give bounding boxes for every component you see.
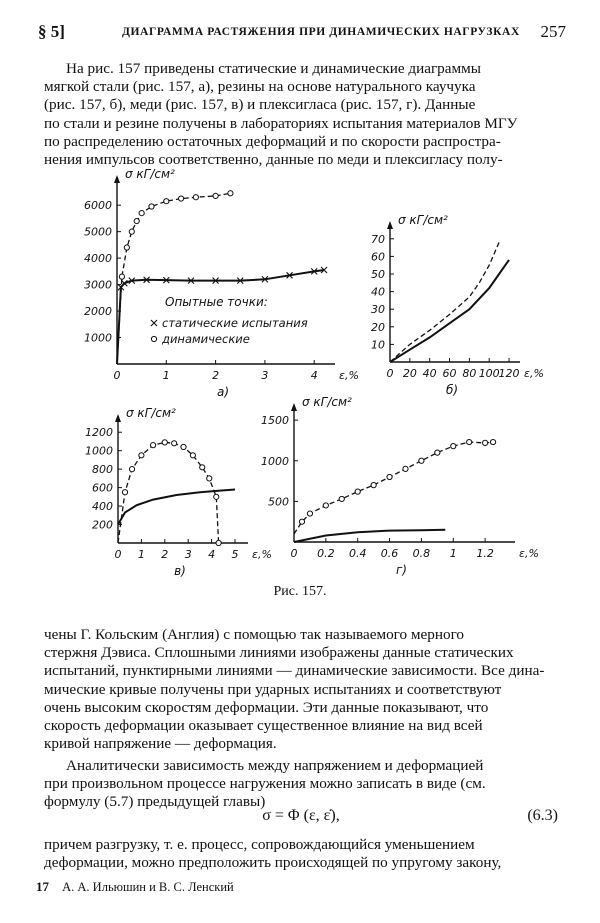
x-tick-label: 0.8 (412, 547, 431, 560)
y-tick-label: 1200 (85, 426, 113, 440)
data-point-circle (134, 218, 139, 223)
y-axis-label: σ кГ/см² (125, 167, 175, 181)
y-tick-label: 1000 (85, 444, 113, 458)
equation-6-3 (44, 807, 558, 829)
series-line-dashed-g (294, 442, 493, 534)
text-line: по распределению остаточных деформаций и по скорости распростра- (44, 132, 501, 150)
x-tick-label: 0.6 (380, 547, 399, 560)
x-tick-label: 1 (449, 547, 457, 560)
y-tick-label: 5000 (84, 225, 112, 239)
text-line: кривой напряжение — деформация. (44, 735, 277, 753)
y-axis-arrow-a (114, 175, 120, 183)
y-tick-label: 4000 (84, 252, 112, 266)
x-tick-label: 2 (161, 548, 169, 561)
y-tick-label: 60 (371, 250, 385, 264)
text-line: при произвольном процессе нагружения можно записать в виде (см. (44, 775, 486, 793)
y-tick-label: 3000 (84, 278, 112, 292)
legend-entry: динамические (162, 332, 250, 346)
text-line: стержня Дэвиса. Сплошными линиями изображены данные статических (44, 644, 514, 662)
data-point-circle (200, 465, 205, 470)
data-point-circle (214, 494, 219, 499)
y-tick-label: 1000 (261, 454, 289, 468)
text-line: причем разгрузку, т. е. процесс, сопровождающийся уменьшением (44, 836, 475, 853)
data-point-circle (299, 519, 304, 524)
x-tick-label: 20 (402, 367, 417, 380)
data-point-circle (307, 511, 312, 516)
data-point-circle (228, 191, 233, 196)
data-point-circle (483, 440, 488, 445)
x-tick-label: 0 (386, 367, 394, 380)
text-line: мягкой стали (рис. 157, а), резины на основе натурального каучука (44, 78, 476, 96)
x-tick-label: 5 (231, 548, 239, 561)
data-point-circle (193, 195, 198, 200)
x-tick-label: 120 (498, 367, 520, 380)
data-point-circle (490, 439, 495, 444)
series-line-dashed-b (390, 242, 499, 362)
y-tick-label: 20 (371, 320, 385, 334)
x-tick-label: 4 (310, 369, 318, 382)
data-point-circle (172, 441, 177, 446)
signature-mark: 17 (36, 879, 49, 894)
legend-entry: статические испытания (162, 316, 308, 330)
data-point-circle (178, 196, 183, 201)
data-point-circle (207, 476, 212, 481)
panel-label: а) (216, 385, 230, 399)
panel-label: г) (396, 563, 407, 577)
data-point-circle (355, 489, 360, 494)
body-paragraph-2 (44, 757, 558, 812)
x-tick-label: 1 (137, 548, 145, 561)
data-point-circle (129, 467, 134, 472)
legend-cross-marker (151, 320, 157, 326)
y-tick-label: 50 (371, 268, 385, 281)
data-point-circle (419, 458, 424, 463)
x-axis-label: ε,% (339, 369, 359, 382)
x-tick-label: 40 (422, 367, 437, 380)
y-tick-label: 30 (371, 303, 385, 317)
data-point-circle (129, 229, 134, 234)
x-tick-label: 0 (113, 369, 121, 382)
y-tick-label: 70 (371, 232, 385, 246)
data-point-circle (124, 245, 129, 250)
y-tick-label: 400 (92, 500, 113, 514)
y-axis-arrow-g (291, 403, 297, 411)
data-point-circle (122, 490, 127, 495)
data-point-circle (467, 439, 472, 444)
x-tick-label: 0.4 (348, 547, 367, 560)
legend-circle-marker (151, 336, 156, 341)
data-point-circle (139, 453, 144, 458)
text-line: очень высоким скоростям деформации. Эти данные показывают, что (44, 698, 489, 716)
y-axis-arrow-v (115, 414, 121, 422)
text-line: чены Г. Кольским (Англия) с помощью так называемого мерного (44, 626, 465, 643)
y-axis-arrow-b (387, 221, 393, 229)
footer-authors: А. А. Ильюшин и В. С. Ленский (62, 880, 234, 894)
running-title: ДИАГРАММА РАСТЯЖЕНИЯ ПРИ ДИНАМИЧЕСКИХ НАГРУЗКАХ (122, 26, 520, 38)
y-tick-label: 500 (268, 495, 289, 509)
x-tick-label: 0.2 (317, 547, 335, 560)
data-point-circle (213, 193, 218, 198)
data-point-circle (150, 443, 155, 448)
x-tick-label: 3 (184, 548, 192, 561)
y-tick-label: 6000 (84, 199, 112, 213)
data-point-circle (435, 450, 440, 455)
x-tick-label: 0 (114, 548, 122, 561)
series-line-solid-b (390, 260, 509, 362)
data-point-circle (339, 496, 344, 501)
y-tick-label: 600 (92, 481, 113, 495)
y-tick-label: 1500 (261, 414, 289, 428)
data-point-circle (323, 503, 328, 508)
x-tick-label: 1 (162, 369, 170, 382)
data-point-circle (162, 440, 167, 445)
x-tick-label: 3 (261, 369, 269, 382)
y-axis-label: σ кГ/см² (398, 213, 448, 227)
data-point-circle (451, 444, 456, 449)
text-line: формулу (5.7) предыдущей главы) (44, 793, 266, 811)
data-point-circle (403, 466, 408, 471)
data-point-circle (149, 204, 154, 209)
text-line: (рис. 157, б), меди (рис. 157, в) и плексигласа (рис. 157, г). Данные (44, 96, 476, 114)
text-line: На рис. 157 приведены статические и динамические диаграммы (66, 60, 481, 77)
data-point-circle (190, 453, 195, 458)
section-number: § 5] (38, 22, 65, 41)
series-line-solid-g (294, 530, 445, 542)
data-point-circle (181, 444, 186, 449)
x-tick-label: 60 (442, 367, 457, 380)
x-tick-label: 80 (462, 367, 477, 380)
x-tick-label: 0 (290, 547, 298, 560)
page-number: 257 (540, 22, 566, 41)
body-paragraph (44, 626, 558, 753)
text-line: Аналитически зависимость между напряжением и деформацией (66, 757, 484, 774)
text-line: скорость деформации оказывает существенное влияние на вид всей (44, 717, 483, 735)
figure-caption: Рис. 157. (273, 584, 327, 599)
data-point-circle (216, 540, 221, 545)
legend-title: Опытные точки: (165, 295, 268, 309)
y-tick-label: 200 (92, 518, 113, 532)
x-tick-label: 100 (478, 367, 500, 380)
text-line: мические кривые получены при ударных испытаниях и соответствуют (44, 680, 502, 698)
y-axis-label: σ кГ/см² (126, 406, 176, 420)
data-point-circle (371, 483, 376, 488)
x-tick-label: 4 (208, 548, 216, 561)
equation-formula: σ = Φ (ε, ε̇), (262, 807, 340, 824)
data-point-circle (387, 474, 392, 479)
y-tick-label: 800 (92, 463, 113, 477)
text-line: деформации, можно предположить происходящей по упругому закону, (44, 854, 502, 872)
y-tick-label: 1000 (84, 331, 112, 345)
x-axis-label: ε,% (524, 367, 544, 380)
y-tick-label: 2000 (84, 305, 112, 319)
y-tick-label: 40 (371, 285, 385, 299)
page-footer (36, 879, 234, 895)
text-line: нения импульсов соответственно, данные по меди и плексигласу полу- (44, 151, 503, 169)
text-line: по стали и резине получены в лабораториях испытания материалов МГУ (44, 114, 518, 132)
y-tick-label: 10 (371, 338, 385, 352)
text-line: испытаний, пунктирными линиями — динамические зависимости. Все дина- (44, 662, 545, 680)
data-point-circle (164, 199, 169, 204)
data-point-circle (119, 274, 124, 279)
body-paragraph-3 (44, 836, 558, 872)
x-tick-label: 2 (212, 369, 220, 382)
data-point-circle (139, 211, 144, 216)
equation-number: (6.3) (527, 807, 558, 824)
x-axis-label: ε,% (519, 547, 539, 560)
panel-label: б) (445, 383, 459, 397)
panel-label: в) (174, 564, 186, 578)
y-axis-label: σ кГ/см² (302, 395, 352, 409)
x-axis-label: ε,% (252, 548, 272, 561)
x-tick-label: 1.2 (476, 547, 494, 560)
